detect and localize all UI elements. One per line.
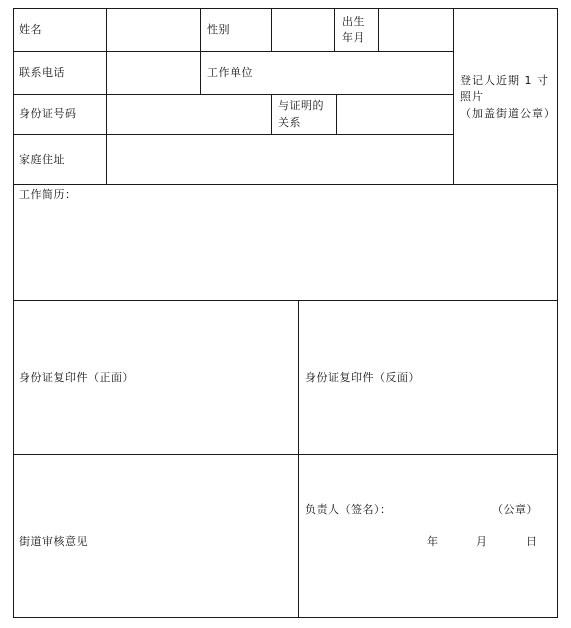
phone-field[interactable] (107, 52, 200, 94)
month-label: 月 (476, 535, 488, 548)
birth-label-line2: 年月 (342, 31, 365, 44)
col-line-4 (334, 8, 335, 52)
work-history-label: 工作简历： (19, 188, 77, 201)
col-line-2 (200, 8, 201, 95)
photo-instruction-line1: 登记人近期 1 寸 (460, 74, 549, 87)
seal-label: （公章） (492, 503, 538, 516)
day-label: 日 (526, 535, 538, 548)
border-bottom (13, 617, 558, 618)
col-line-6 (271, 94, 272, 135)
street-review-label: 街道审核意见 (19, 535, 88, 548)
work-history-field[interactable] (14, 204, 557, 300)
relation-label-line1: 与证明的 (278, 99, 324, 112)
name-label: 姓名 (19, 23, 42, 36)
birth-label-line1: 出生 (342, 15, 365, 28)
year-label: 年 (427, 535, 439, 548)
gender-field[interactable] (272, 9, 334, 51)
photo-instruction-line2: 照片 (460, 90, 484, 103)
id-front-copy-label: 身份证复印件（正面） (19, 371, 134, 384)
border-right (557, 8, 558, 618)
address-label: 家庭住址 (19, 153, 65, 166)
row-divider-4 (13, 184, 558, 185)
gender-label: 性别 (207, 23, 230, 36)
phone-label: 联系电话 (19, 66, 65, 79)
address-field[interactable] (107, 135, 453, 184)
name-field[interactable] (107, 9, 200, 51)
id-number-field[interactable] (107, 95, 271, 134)
signer-label: 负责人（签名）： (305, 503, 392, 516)
birth-date-field[interactable] (379, 9, 453, 51)
street-review-field[interactable] (14, 455, 298, 617)
employer-field[interactable] (272, 52, 453, 94)
employer-label: 工作单位 (207, 66, 253, 79)
relation-field[interactable] (337, 95, 453, 134)
signature-field[interactable] (400, 498, 488, 518)
relation-label-line2: 关系 (278, 116, 301, 129)
id-number-label: 身份证号码 (19, 107, 77, 120)
id-back-copy-label: 身份证复印件（反面） (305, 371, 420, 384)
photo-instruction-line3: （加盖街道公章） (460, 107, 556, 120)
